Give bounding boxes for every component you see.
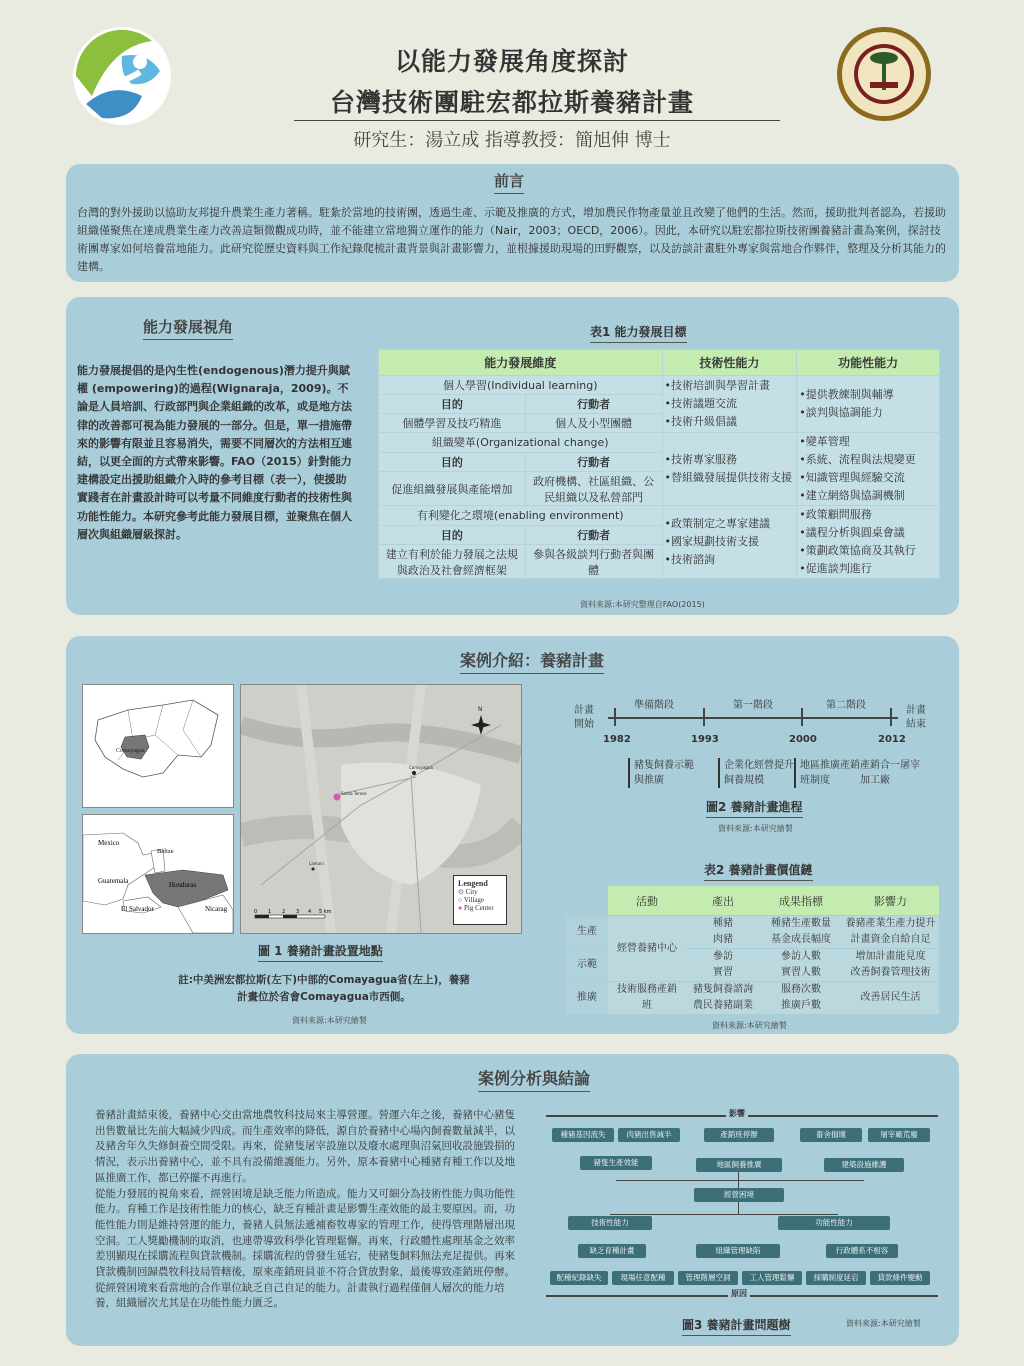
legend-label: Village: [463, 896, 485, 904]
analysis-paragraph: 養豬計畫結束後，養豬中心交由當地農牧科技局來主導營運。營運六年之後，養豬中心豬隻出售數量比先前大幅減少四成。而生產效率的降低，源自於養豬中心場內飼養數量減半，以及豬舍年久失修飼養空間受限。再來，從豬隻屠宰設施以及廢水處理與沼氣回收設施毀損的情況，表示出養豬中心，並不具有設備維護能力。另外，原本養豬中心種豬育種工作以及地區推廣工作，都已停擺不再進行。: [95, 1109, 515, 1184]
actor-value: 個人及小型團體: [525, 414, 662, 433]
fig1-source: 資料來源:本研究繪製: [292, 1016, 367, 1025]
north-label: N: [478, 706, 483, 713]
tree-cause-node: 貸款條件變動: [870, 1271, 930, 1285]
legend-title: Lengend: [458, 879, 488, 888]
technical-cell: [662, 433, 797, 506]
timeline-axis: [608, 717, 898, 719]
tree-cause-node: 配種紀錄缺失: [550, 1271, 608, 1285]
scale-tick: 4: [308, 909, 312, 915]
impact-item: 養豬產業生產力提升: [845, 918, 936, 929]
tree-effect-node: 豬隻生產效能: [580, 1156, 652, 1170]
phase-label: 第二階段: [826, 700, 866, 711]
fig1-note: 註:中美洲宏都拉斯(左下)中部的Comayagua省(左上)，養豬計畫位於省會Comayagua市西側。: [178, 974, 470, 1003]
scale-tick: 5 km: [319, 909, 332, 915]
capacity-title: 能力發展視角: [143, 316, 233, 340]
tree-core-node: 經營困境: [694, 1188, 784, 1202]
tree-effect-node: 產銷班停辦: [704, 1128, 774, 1142]
goal-label: 目的: [379, 525, 526, 545]
year-label: 2000: [789, 734, 817, 745]
map-label-honduras: Honduras: [169, 881, 197, 889]
list-item: •技術培訓與學習計畫: [664, 379, 771, 392]
village-icon: ○: [458, 896, 463, 904]
table2-corner: [566, 886, 608, 916]
tree-cause-node: 現場任意配種: [612, 1271, 674, 1285]
indicator-item: 推廣戶數: [781, 1000, 821, 1011]
functional-cell: [797, 376, 940, 433]
list-item: •技術諮詢: [664, 553, 716, 566]
actor-value: 政府機構、社區組織、公民組織以及私營部門: [525, 472, 662, 506]
indicator-item: 實習人數: [781, 967, 821, 978]
capacity-goals-table: [378, 349, 940, 579]
pig-center-icon: ●: [458, 904, 463, 912]
scale-tick: 0: [254, 909, 258, 915]
tree-effect-node: 屠宰廠荒廢: [868, 1128, 930, 1142]
indicator-cell: [760, 949, 842, 982]
list-item: •系統、流程與法規變更: [799, 453, 916, 466]
tree-cause-node: 採購制度延宕: [806, 1271, 866, 1285]
tree-effect-node: 肉豬出售減半: [618, 1128, 680, 1142]
timeline-event: 地區推廣產銷班制度: [794, 758, 860, 788]
timeline-event: 企業化經營提升飼養規模: [718, 758, 796, 788]
stage-label: 推廣: [566, 982, 608, 1015]
institute-logo: [72, 26, 172, 126]
map-label-comayagua-city: Comayagua: [409, 765, 433, 770]
tree-effect-node: 建築設施維護: [824, 1158, 904, 1172]
list-item: •建立網絡與協調機制: [799, 489, 905, 502]
actor-label: 行動者: [525, 525, 662, 545]
tree-gap-node: 組織管理缺陷: [696, 1244, 780, 1258]
list-item: •策劃政策協商及其執行: [799, 544, 916, 557]
impact-cell: [842, 949, 939, 982]
list-item: •技術議題交流: [664, 397, 738, 410]
goal-value: 個體學習及技巧精進: [379, 414, 526, 433]
timeline-tick: [890, 708, 892, 726]
fig1-caption: 圖 1 養豬計畫設置地點: [258, 942, 383, 962]
map-label-el-salvador: El Salvador: [121, 905, 154, 913]
table2-header: 影響力: [842, 886, 939, 916]
table1-header-dimension: 能力發展維度: [379, 350, 663, 376]
map-legend: [453, 875, 507, 925]
tree-ability-node: 功能性能力: [778, 1216, 890, 1230]
goal-value: 建立有利於能力發展之法規與政治及社會經濟框架: [379, 545, 526, 579]
legend-label: City: [465, 888, 478, 896]
output-cell: [686, 949, 760, 982]
analysis-paragraph: 從能力發展的視角來看，經營困境是缺乏能力所造成。能力又可細分為技術性能力與功能性能力。育種工作是技術性能力的核心，缺乏育種計畫是影響生產效能的最主要原因。而，功能性能力則是維持營運的能力，養豬人員無法遞補畜牧專家的管理工作，使得管理階層出現空洞。工人獎勵機制的取消，也連帶導致科學化管理鬆懈。再來，行政體性處理基金之效率差別顯現在採購流程與貸款機制。採購流程的曾發生延宕，使豬隻飼料無法充足提供。再來貸款機制回歸農牧科技局管轄後，原來產銷班員並不符合貸放對象，最後導致產銷班停辦。: [95, 1187, 515, 1279]
poster-title-line2: 台灣技術團駐宏都拉斯養豬計畫: [329, 88, 694, 117]
timeline-tick: [801, 708, 803, 726]
list-item: •變革管理: [799, 435, 850, 448]
table1-header-technical: 技術性能力: [662, 350, 797, 376]
output-item: 豬隻飼養諮詢: [693, 984, 753, 995]
list-item: •政策制定之專家建議: [664, 517, 771, 530]
output-item: 參訪: [713, 951, 733, 962]
list-item: •技術升級倡議: [664, 415, 738, 428]
tree-gap-node: 缺乏育種計畫: [578, 1244, 646, 1258]
tree-ability-node: 技術性能力: [568, 1216, 652, 1230]
map-label-pig-site: Santa Teresa: [341, 791, 367, 796]
legend-label: Pig Center: [463, 904, 494, 912]
list-item: •促進談判進行: [799, 562, 872, 575]
phase-label: 準備階段: [634, 700, 674, 711]
table2-header: 成果指標: [760, 886, 842, 916]
activity-cell: 技術服務產銷班: [608, 982, 686, 1015]
analysis-text: [95, 1108, 519, 1312]
impact-item: 計畫資金自給自足: [850, 934, 931, 945]
tree-bottom-label: 原因: [728, 1288, 750, 1299]
indicator-cell: [760, 916, 842, 949]
fig2-caption: 圖2 養豬計畫進程: [706, 798, 803, 818]
problem-tree: [546, 1104, 938, 1308]
list-item: •替組織發展提供技術支援: [664, 471, 793, 484]
table1-caption: 表1 能力發展目標: [590, 323, 687, 343]
output-item: 實習: [713, 967, 733, 978]
central-america-map: [82, 814, 234, 934]
list-item: •技術專家服務: [664, 453, 738, 466]
capacity-text: 能力發展提倡的是內生性(endogenous)潛力提升與賦權 (empowering)的過程(Wignaraja，2009)。不論是人員培訓、行政部門與企業組織的改革，或是地方法律的改善都可視為能力發展的一部分。但是，單一措施帶來的影響有限並且容易消失，需要不同層次的方法相互連結，以更全面的方式帶來影響。FAO（2015）針對能力建構設定出援助組織介入時的參考目標（表一），使援助實踐者在計畫設計時可以考量不同維度行動者的技術性與功能性能力。本研究參考此能力發展目標，並聚焦在個人層次與組織層級探討。: [77, 364, 352, 541]
case-title: 案例介紹：養豬計畫: [460, 648, 604, 674]
map-label-mexico: Mexico: [98, 839, 120, 847]
tree-connector: [738, 1202, 739, 1214]
functional-cell: [797, 506, 940, 579]
scale-tick: 2: [282, 909, 286, 915]
fig3-caption: 圖3 養豬計畫問題樹: [682, 1316, 791, 1336]
actor-value: 參與各級談判行動者與團體: [525, 545, 662, 579]
poster-title-line1: 以能力發展角度探討: [394, 47, 629, 76]
fig3-source: 資料來源:本研究繪製: [846, 1319, 921, 1328]
tree-connector: [616, 1180, 864, 1181]
list-item: •知識管理與經驗交流: [799, 471, 905, 484]
map-label-town: Lamani: [309, 861, 324, 866]
list-item: •議程分析與圓桌會議: [799, 526, 905, 539]
legend-item: [458, 904, 502, 912]
map-label-belize: Belize: [157, 848, 174, 855]
scale-tick: 1: [268, 909, 272, 915]
stage-label: 生產: [566, 916, 608, 949]
technical-cell: [662, 506, 797, 579]
table1-source: 資料來源:本研究整理自FAO(2015): [580, 600, 705, 609]
fig2-source: 資料來源:本研究繪製: [718, 824, 793, 833]
tree-effect-node: 地區飼養推廣: [696, 1158, 782, 1172]
impact-cell: [842, 916, 939, 949]
list-item: •談判與協調能力: [799, 406, 883, 419]
tree-effect-node: 畜舍損壞: [800, 1128, 862, 1142]
functional-cell: [797, 433, 940, 506]
level-name: 個人學習(Individual learning): [379, 376, 663, 395]
timeline-tick: [703, 708, 705, 726]
scale-tick: 3: [296, 909, 300, 915]
value-chain-table: [566, 886, 939, 1014]
table-row: [566, 916, 939, 949]
tree-connector: [610, 1214, 838, 1215]
timeline-tick: [614, 708, 616, 726]
project-timeline: [570, 684, 940, 804]
timeline-end: 計畫結束: [906, 705, 926, 730]
analysis-paragraph: 從經營困境來看當地的合作單位缺乏自己自足的能力。計畫執行過程僅個人層次的能力培養，組織層次尤其是在功能性能力匱乏。: [95, 1281, 505, 1310]
level-name: 組織變革(Organizational change): [379, 433, 663, 453]
intro-title: 前言: [494, 170, 524, 194]
impact-item: 改善飼養管理技術: [850, 967, 931, 978]
authors-line: 研究生：湯立成 指導教授：簡旭伸 博士: [353, 130, 671, 151]
tree-top-label: 影響: [726, 1108, 748, 1119]
goal-label: 目的: [379, 452, 526, 472]
output-item: 農民養豬副業: [693, 1000, 753, 1011]
indicator-item: 服務次數: [781, 984, 821, 995]
goal-label: 目的: [379, 395, 526, 414]
intro-text: 台灣的對外援助以協助友邦提升農業生產力著稱。駐紮於當地的技術團，透過生產、示範及推廣的方式，增加農民作物產量並且改變了他們的生活。然而，援助批判者認為，若援助組織僅聚焦在達成農業生產力改善這類微觀成功時，並不能建立當地獨立運作的能力（Nair，2003；OECD，2006）。因此，本研究以駐宏都拉斯技術團養豬計畫為案例，探討技術團專家如何培養當地能力。此研究從歷史資料與工作紀錄爬梳計畫背景與計畫影響力，並根據援助現場的田野觀察，以及訪談計畫駐外專家與當地合作夥伴，整理及分析其能力的建構。: [77, 206, 946, 273]
table2-caption: 表2 養豬計畫價值鏈: [704, 861, 813, 881]
activity-cell: 經營養豬中心: [608, 916, 686, 982]
city-icon: ⊙: [458, 888, 464, 896]
output-item: 種豬: [713, 918, 733, 929]
tree-gap-node: 行政體系不相容: [826, 1244, 898, 1258]
output-cell: [686, 916, 760, 949]
university-seal-logo: [836, 26, 932, 122]
timeline-start: 計畫開始: [574, 705, 594, 730]
tree-cause-node: 工人管理鬆懈: [742, 1271, 802, 1285]
map-label-comayagua: Comayagua: [116, 748, 145, 754]
phase-label: 第一階段: [733, 700, 773, 711]
impact-cell: 改善居民生活: [842, 982, 939, 1015]
timeline-event: 產銷合一屠宰加工廠: [860, 760, 920, 786]
map-label-nicaragua: Nicarag: [205, 905, 228, 913]
province-locator-map: [82, 684, 234, 808]
year-label: 2012: [878, 734, 906, 745]
stage-label: 示範: [566, 949, 608, 982]
level-name: 有利變化之環境(enabling environment): [379, 506, 663, 526]
table-row: [566, 982, 939, 1015]
technical-cell: [662, 376, 797, 433]
list-item: •提供教練制與輔導: [799, 388, 894, 401]
goal-value: 促進組織發展與產能增加: [379, 472, 526, 506]
map-label-guatemala: Guatemala: [98, 877, 129, 885]
output-item: 肉豬: [713, 934, 733, 945]
timeline-event: 豬隻飼養示範與推廣: [628, 758, 698, 788]
indicator-cell: [760, 982, 842, 1015]
table2-header: 產出: [686, 886, 760, 916]
legend-item: [458, 896, 502, 904]
table1-header-functional: 功能性能力: [797, 350, 940, 376]
tree-cause-node: 管理階層空洞: [678, 1271, 738, 1285]
list-item: •政策顧問服務: [799, 508, 872, 521]
analysis-title: 案例分析與結論: [478, 1066, 590, 1092]
table2-header: 活動: [608, 886, 686, 916]
impact-item: 增加計畫能見度: [855, 951, 926, 962]
list-item: •國家規劃技術支援: [664, 535, 760, 548]
output-cell: [686, 982, 760, 1015]
indicator-item: 參訪人數: [781, 951, 821, 962]
table2-source: 資料來源:本研究繪製: [712, 1021, 787, 1030]
year-label: 1982: [603, 734, 631, 745]
tree-effect-node: 種豬基因流失: [552, 1128, 614, 1142]
actor-label: 行動者: [525, 452, 662, 472]
indicator-item: 種豬生產數量: [771, 918, 831, 929]
indicator-item: 基金成長幅度: [771, 934, 831, 945]
year-label: 1993: [691, 734, 719, 745]
title-divider: [294, 120, 780, 121]
legend-item: [458, 888, 502, 896]
actor-label: 行動者: [525, 395, 662, 414]
